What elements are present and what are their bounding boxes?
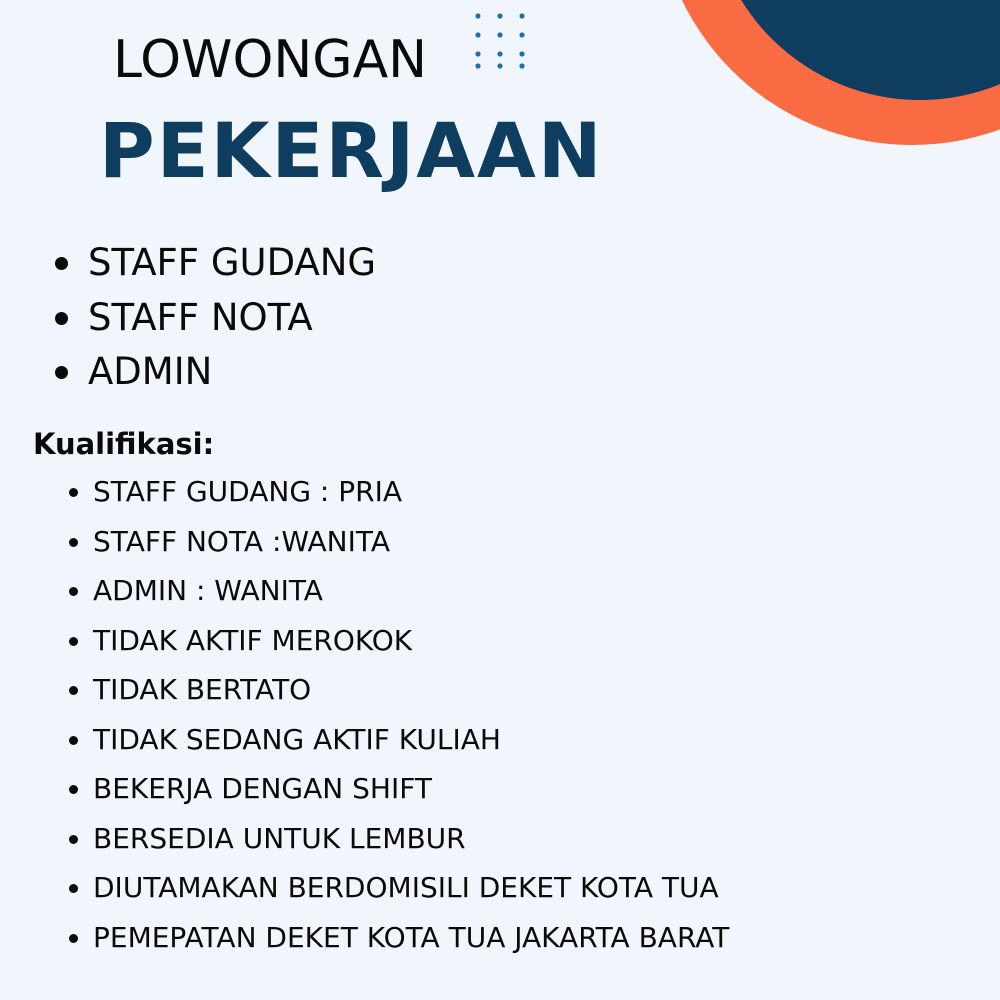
grid-dot: [497, 13, 502, 18]
qualification-item-label: STAFF NOTA :WANITA: [93, 524, 390, 558]
qualification-item-label: BEKERJA DENGAN SHIFT: [93, 772, 432, 805]
qualification-item: [67, 616, 729, 666]
bullet-icon: [55, 257, 68, 270]
bullet-icon: [69, 637, 78, 646]
job-positions-list: [52, 236, 376, 400]
qualification-item: [67, 517, 729, 567]
job-item: [52, 291, 376, 346]
qualification-item-label: TIDAK BERTATO: [93, 673, 312, 706]
qualifications-list: [67, 467, 729, 962]
grid-dot: [475, 51, 480, 56]
qualifications-heading: Kualifikasi:: [33, 427, 215, 461]
grid-dot: [497, 32, 502, 37]
qualification-item: [67, 913, 729, 963]
bullet-icon: [69, 785, 78, 794]
grid-dot: [475, 13, 480, 18]
job-item-label: ADMIN: [88, 350, 213, 393]
qualification-item-label: BERSEDIA UNTUK LEMBUR: [93, 821, 466, 855]
grid-dot: [519, 32, 524, 37]
bullet-icon: [69, 686, 78, 695]
qualification-item: [67, 863, 729, 913]
qualification-item: [67, 566, 729, 616]
bullet-icon: [69, 736, 78, 745]
qualification-item-label: TIDAK SEDANG AKTIF KULIAH: [93, 722, 501, 756]
grid-dot: [497, 51, 502, 56]
grid-dot: [475, 63, 480, 68]
title-lowongan: LOWONGAN: [113, 30, 428, 90]
bullet-icon: [55, 366, 68, 379]
job-item-label: STAFF NOTA: [88, 295, 313, 339]
grid-dot: [497, 63, 502, 68]
job-item-label: STAFF GUDANG: [88, 241, 377, 284]
bullet-icon: [69, 587, 78, 596]
grid-dot: [519, 63, 524, 68]
grid-dot: [519, 13, 524, 18]
qualification-item: [67, 715, 729, 765]
qualification-item-label: STAFF GUDANG : PRIA: [93, 475, 403, 508]
qualification-item: [67, 814, 729, 864]
job-item: [52, 236, 376, 291]
qualification-item: [67, 665, 729, 715]
qualification-item-label: DIUTAMAKAN BERDOMISILI DEKET KOTA TUA: [93, 871, 719, 904]
bullet-icon: [69, 934, 78, 943]
qualification-item-label: ADMIN : WANITA: [93, 574, 323, 607]
bullet-icon: [69, 884, 78, 893]
qualification-item: [67, 467, 729, 517]
qualification-item-label: PEMEPATAN DEKET KOTA TUA JAKARTA BARAT: [93, 920, 730, 954]
grid-dot: [519, 51, 524, 56]
job-item: [52, 345, 376, 400]
bullet-icon: [69, 488, 78, 497]
bullet-icon: [69, 835, 78, 844]
bullet-icon: [55, 312, 68, 325]
title-pekerjaan: PEKERJAAN: [99, 106, 604, 195]
qualification-item-label: TIDAK AKTIF MEROKOK: [93, 623, 413, 657]
grid-dot: [475, 32, 480, 37]
bullet-icon: [69, 538, 78, 547]
qualification-item: [67, 764, 729, 814]
